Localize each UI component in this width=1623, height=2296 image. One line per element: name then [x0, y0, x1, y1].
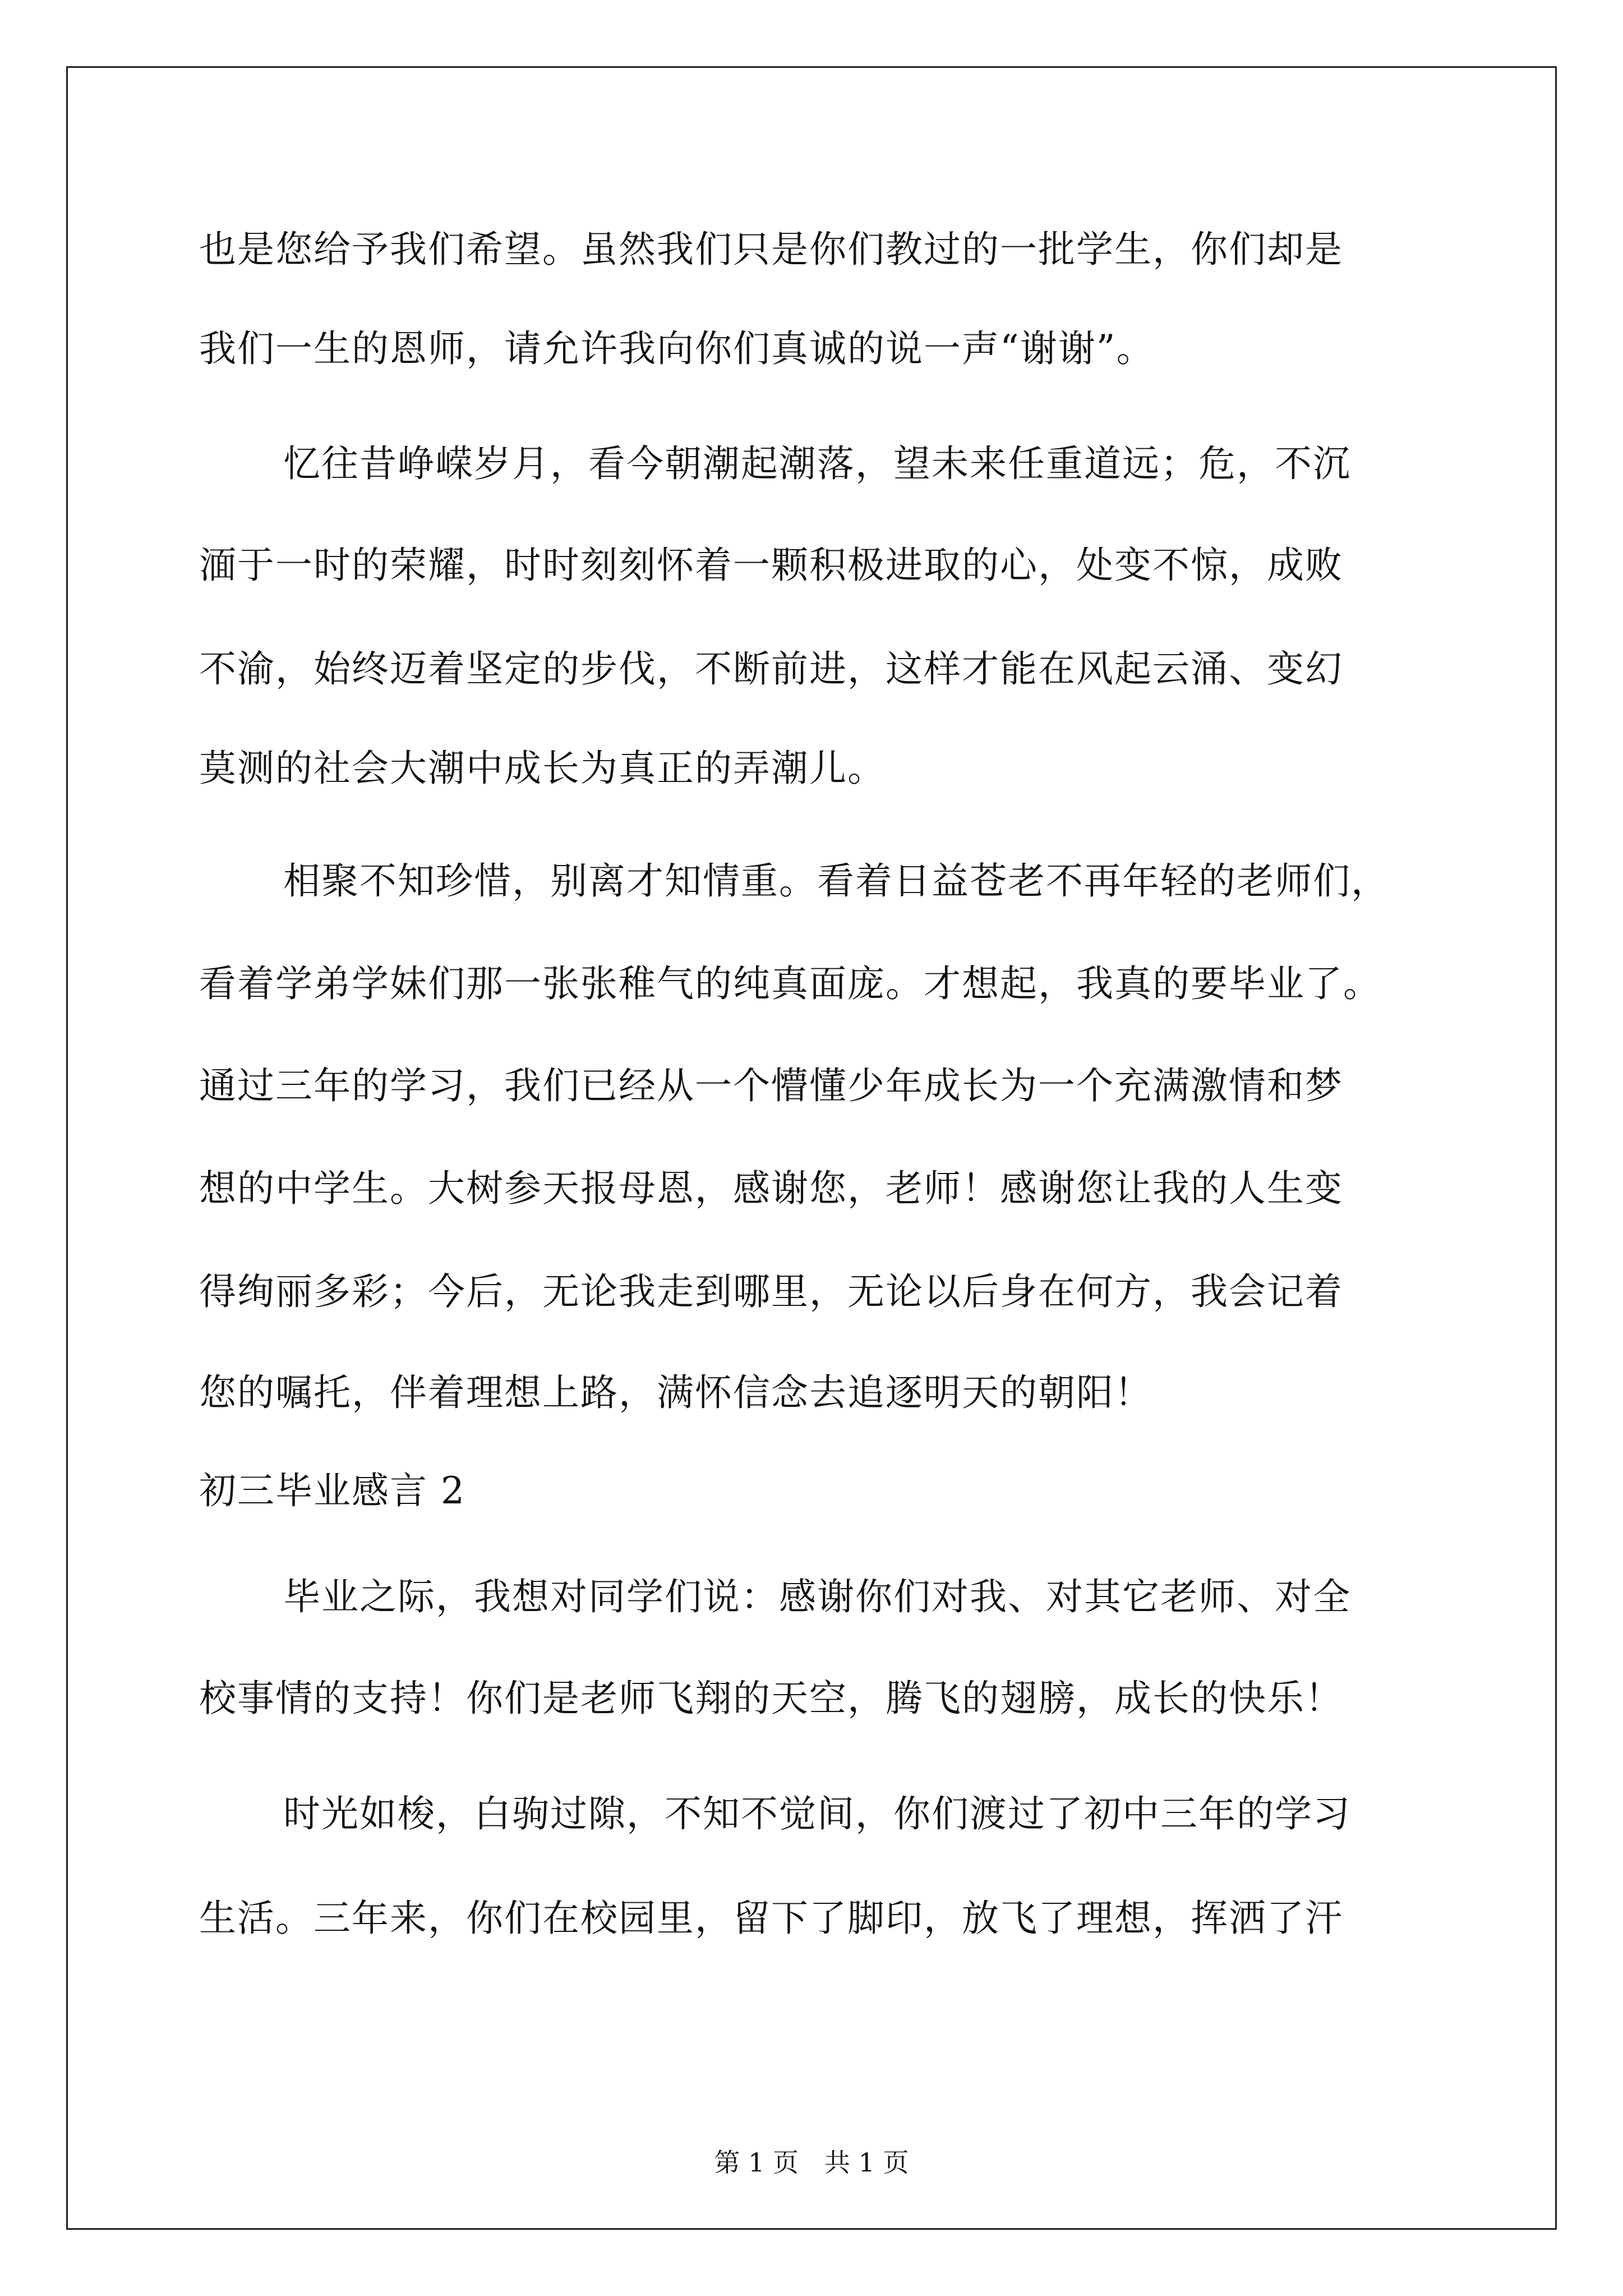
page-footer: 第 1 页 共 1 页: [714, 2147, 909, 2178]
text-line-10: 想的中学生。大树参天报母恩，感谢您，老师！感谢您让我的人生变: [199, 1167, 1343, 1210]
text-line-2: 我们一生的恩师，请允许我向你们真诚的说一声“谢谢”。: [199, 327, 1155, 370]
text-line-11: 得绚丽多彩；今后，无论我走到哪里，无论以后身在何方，我会记着: [199, 1270, 1343, 1313]
text-line-7: 相聚不知珍惜，别离才知情重。看着日益苍老不再年轻的老师们，: [283, 859, 1389, 903]
text-line-8: 看着学弟学妹们那一张张稚气的纯真面庞。才想起，我真的要毕业了。: [199, 962, 1381, 1005]
text-line-9: 通过三年的学习，我们已经从一个懵懂少年成长为一个充满激情和梦: [199, 1064, 1343, 1107]
text-line-5: 不渝，始终迈着坚定的步伐，不断前进，这样才能在风起云涌、变幻: [199, 647, 1343, 691]
text-line-15: 时光如梭，白驹过隙，不知不觉间，你们渡过了初中三年的学习: [283, 1792, 1351, 1835]
text-line-13: 毕业之际，我想对同学们说：感谢你们对我、对其它老师、对全: [283, 1575, 1351, 1618]
section-heading: 初三毕业感言 2: [199, 1469, 465, 1512]
text-line-6: 莫测的社会大潮中成长为真正的弄潮儿。: [199, 747, 886, 790]
text-line-1: 也是您给予我们希望。虽然我们只是你们教过的一批学生，你们却是: [199, 228, 1343, 271]
text-line-14: 校事情的支持！你们是老师飞翔的天空，腾飞的翅膀，成长的快乐！: [199, 1677, 1343, 1720]
text-line-4: 湎于一时的荣耀，时时刻刻怀着一颗积极进取的心，处变不惊，成败: [199, 544, 1343, 587]
text-line-12: 您的嘱托，伴着理想上路，满怀信念去追逐明天的朝阳！: [199, 1371, 1152, 1414]
text-line-16: 生活。三年来，你们在校园里，留下了脚印，放飞了理想，挥洒了汗: [199, 1897, 1343, 1940]
text-line-3: 忆往昔峥嵘岁月，看今朝潮起潮落，望未来任重道远；危，不沉: [283, 442, 1351, 485]
